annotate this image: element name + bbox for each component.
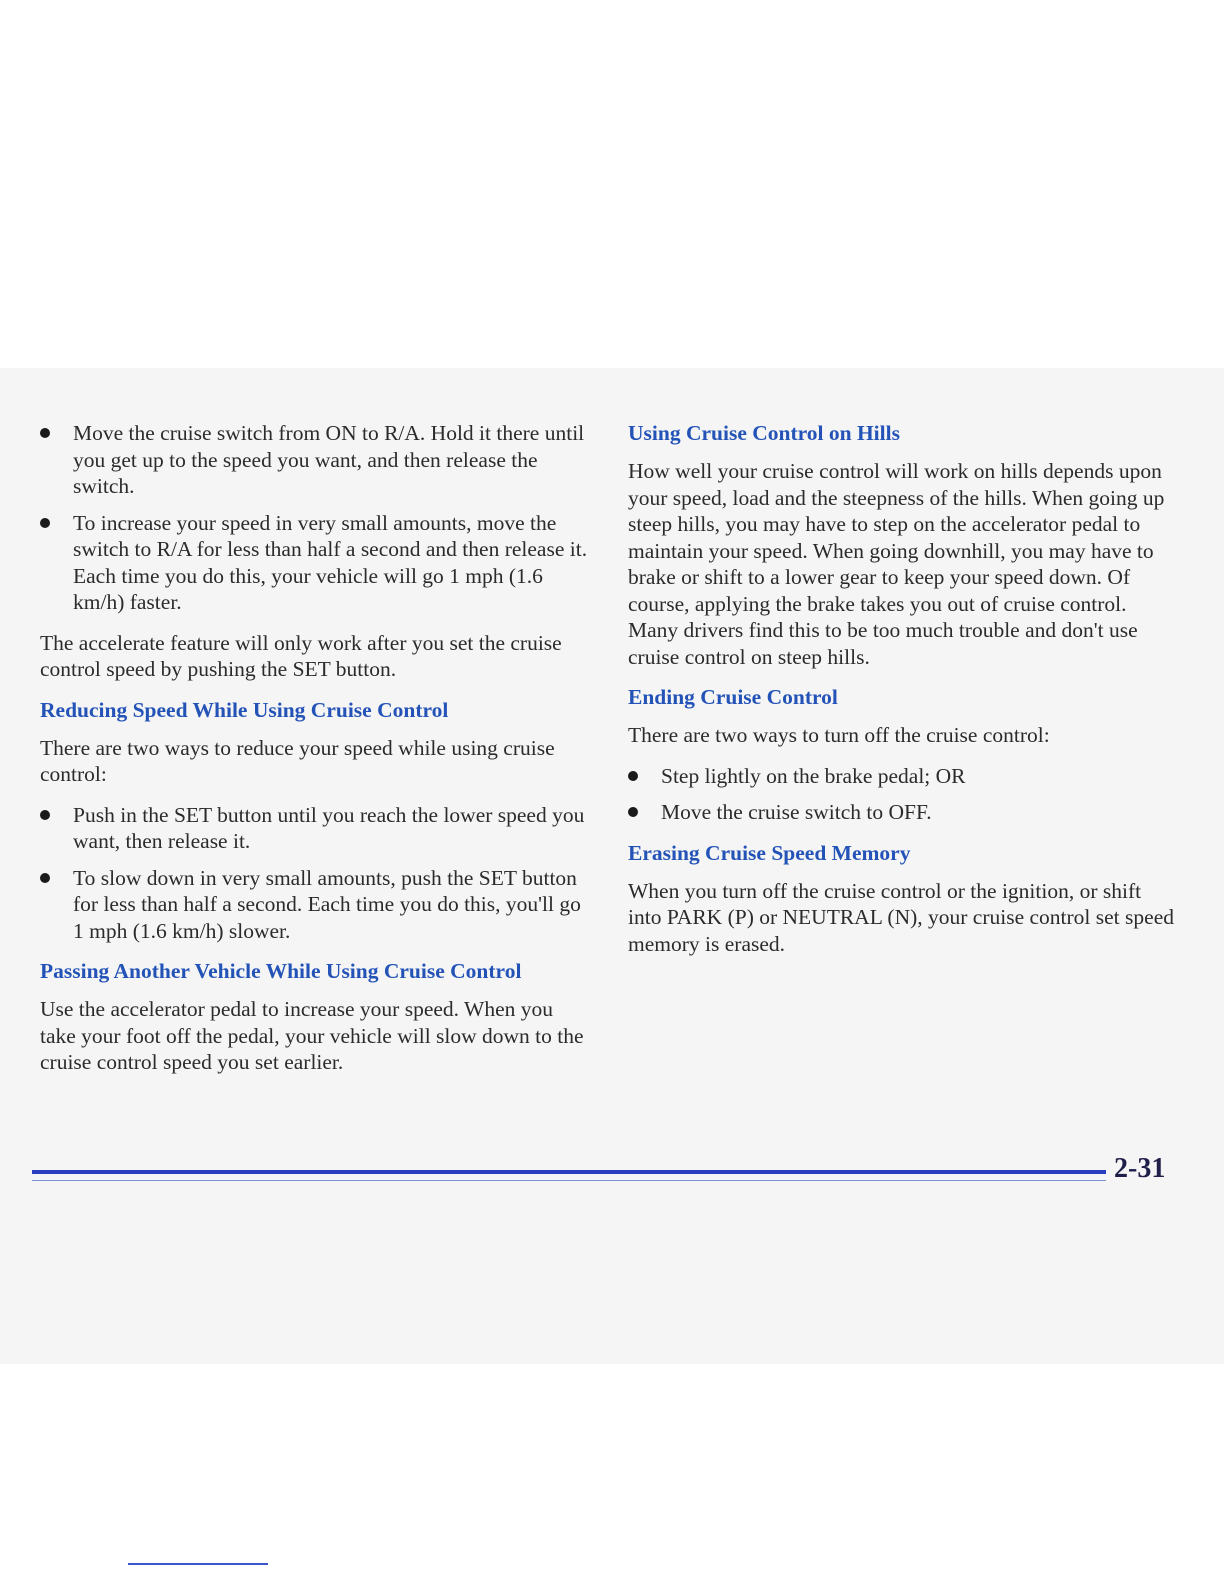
list-item-text: Step lightly on the brake pedal; OR [661,763,966,788]
bullet-icon [40,518,50,528]
list-item-text: To increase your speed in very small amounts, move the switch to R/A for less than half a second and then release it. Each time you do this, your vehicle will go 1 mph (1.6 km/h) faster. [73,510,588,614]
accelerate-note: The accelerate feature will only work after you set the cruise control speed by pushing the SET button. [40,630,562,681]
reducing-speed-intro: There are two ways to reduce your speed while using cruise control: [40,735,555,786]
bullet-list-reducing [40,802,592,945]
bullet-icon [628,807,638,817]
footer-rule-thin [32,1180,1106,1181]
bottom-divider [128,1563,268,1565]
list-item [40,510,592,616]
bullet-icon [40,428,50,438]
section-heading-reducing-speed: Reducing Speed While Using Cruise Control [40,697,449,722]
list-item-text: Move the cruise switch to OFF. [661,800,932,824]
left-column [40,420,592,1090]
bullet-icon [628,771,638,781]
list-item [628,763,1176,790]
list-item [40,802,592,855]
section-heading-ending: Ending Cruise Control [628,685,838,709]
list-item [40,420,592,500]
hills-body: How well your cruise control will work on hills depends upon your speed, load and the steepness of the hills. When going up steep hills, you may have to step on the accelerator pedal to maintain your speed. When going downhill, you may have to brake or shift to a lower gear to keep your speed down. Of course, applying the brake takes you out of cruise control. Many drivers find this to be too much trouble and don't use cruise control on steep hills. [628,459,1165,669]
section-heading-erasing: Erasing Cruise Speed Memory [628,840,911,865]
bullet-icon [40,873,50,883]
footer-rule [32,1170,1106,1174]
section-heading-passing: Passing Another Vehicle While Using Cruise Control [40,959,522,983]
list-item [628,799,1176,826]
section-heading-hills: Using Cruise Control on Hills [628,421,900,445]
list-item-text: Push in the SET button until you reach the lower speed you want, then release it. [73,802,585,853]
bullet-list-resume [40,420,592,616]
passing-body: Use the accelerator pedal to increase your speed. When you take your foot off the pedal, your vehicle will slow down to the cruise control speed you set earlier. [40,997,584,1074]
right-column [628,420,1176,971]
bullet-icon [40,810,50,820]
erasing-body: When you turn off the cruise control or the ignition, or shift into PARK (P) or NEUTRAL (N), your cruise control set speed memory is erased. [628,878,1174,956]
list-item-text: Move the cruise switch from ON to R/A. Hold it there until you get up to the speed you want, and then release the switch. [73,421,585,498]
bullet-list-ending [628,763,1176,826]
list-item [40,865,592,945]
list-item-text: To slow down in very small amounts, push the SET button for less than half a second. Each time you do this, you'll go 1 mph (1.6 km/h) slower. [73,865,581,943]
page-number: 2-31 [1114,1153,1166,1184]
ending-intro: There are two ways to turn off the cruise control: [628,723,1050,747]
